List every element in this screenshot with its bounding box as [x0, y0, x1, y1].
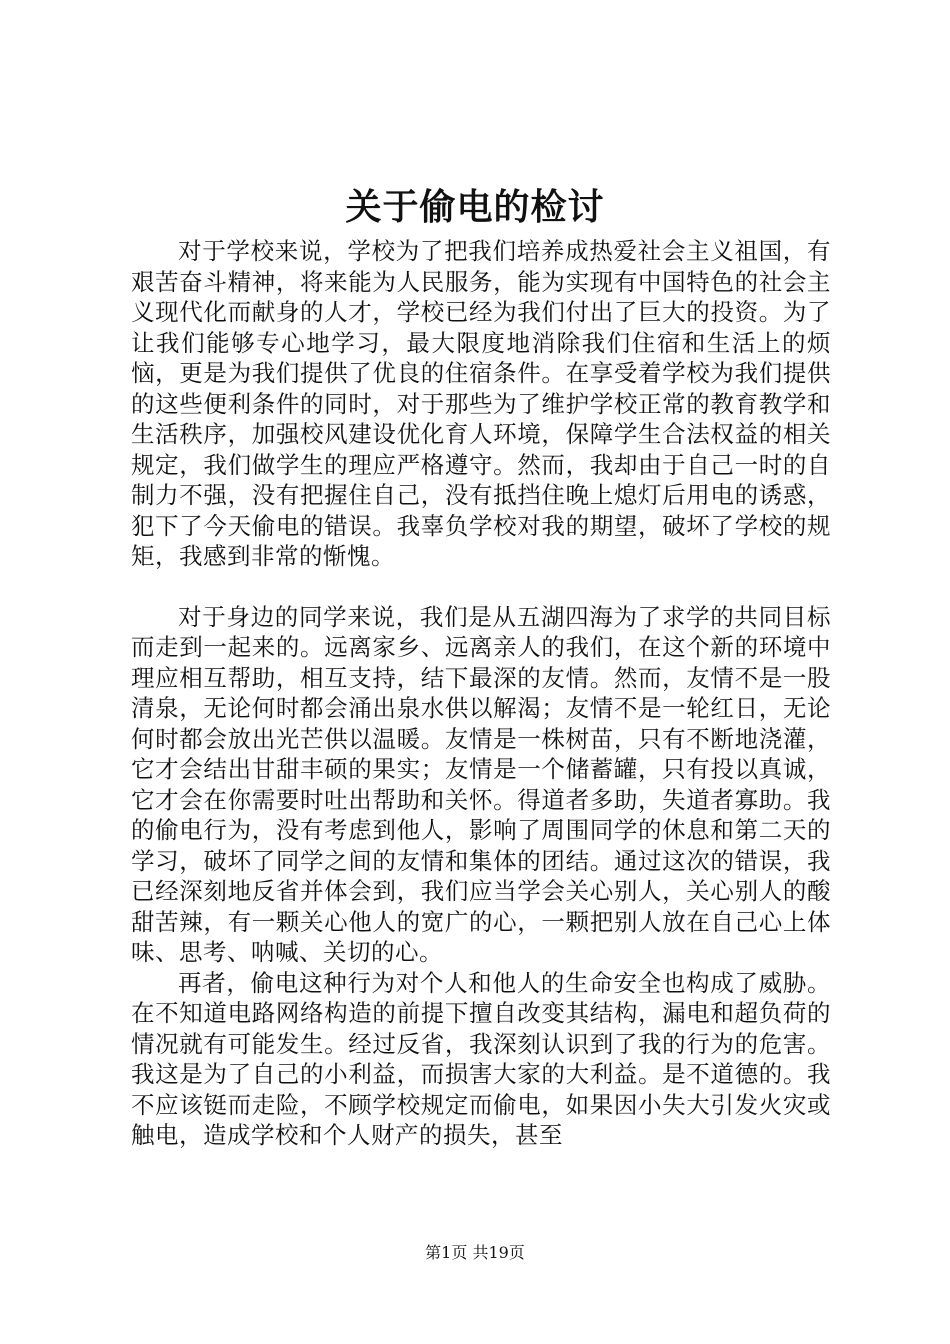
document-title: 关于偷电的检讨: [345, 187, 605, 228]
document-body: [131, 236, 831, 1151]
paragraph-2: 对于身边的同学来说，我们是从五湖四海为了求学的共同目标而走到一起来的。远离家乡、远离亲人的我们，在这个新的环境中理应相互帮助，相互支持，结下最深的友情。然而，友情不是一股清泉，无论何时都会涌出泉水供以解渴；友情不是一轮红日，无论何时都会放出光芒供以温暖。友情是一株树苗，只有不断地浇灌，它才会结出甘甜丰硕的果实；友情是一个储蓄罐，只有投以真诚，它才会在你需要时吐出帮助和关怀。得道者多助，失道者寡助。我的偷电行为，没有考虑到他人，影响了周围同学的休息和第二天的学习，破坏了同学之间的友情和集体的团结。通过这次的错误，我已经深刻地反省并体会到，我们应当学会关心别人，关心别人的酸甜苦辣，有一颗关心他人的宽广的心，一颗把别人放在自己心上体味、思考、呐喊、关切的心。: [131, 602, 831, 966]
paragraph-1: 对于学校来说，学校为了把我们培养成热爱社会主义祖国，有艰苦奋斗精神，将来能为人民服务，能为实现有中国特色的社会主义现代化而献身的人才，学校已经为我们付出了巨大的投资。为了让我们能够专心地学习，最大限度地消除我们住宿和生活上的烦恼，更是为我们提供了优良的住宿条件。在享受着学校为我们提供的这些便利条件的同时，对于那些为了维护学校正常的教育教学和生活秩序，加强校风建设优化育人环境，保障学生合法权益的相关规定，我们做学生的理应严格遵守。然而，我却由于自己一时的自制力不强，没有把握住自己，没有抵挡住晚上熄灯后用电的诱惑，犯下了今天偷电的错误。我辜负学校对我的期望，破坏了学校的规矩，我感到非常的惭愧。: [131, 237, 831, 570]
paragraph-3: 再者，偷电这种行为对个人和他人的生命安全也构成了威胁。在不知道电路网络构造的前提下擅自改变其结构，漏电和超负荷的情况就有可能发生。经过反省，我深刻认识到了我的行为的危害。我这是为了自己的小利益，而损害大家的大利益。是不道德的。我不应该铤而走险，不顾学校规定而偷电，如果因小失大引发火灾或触电，造成学校和个人财产的损失，甚至: [131, 968, 831, 1149]
page-number-footer: 第1页 共19页: [425, 1243, 525, 1262]
